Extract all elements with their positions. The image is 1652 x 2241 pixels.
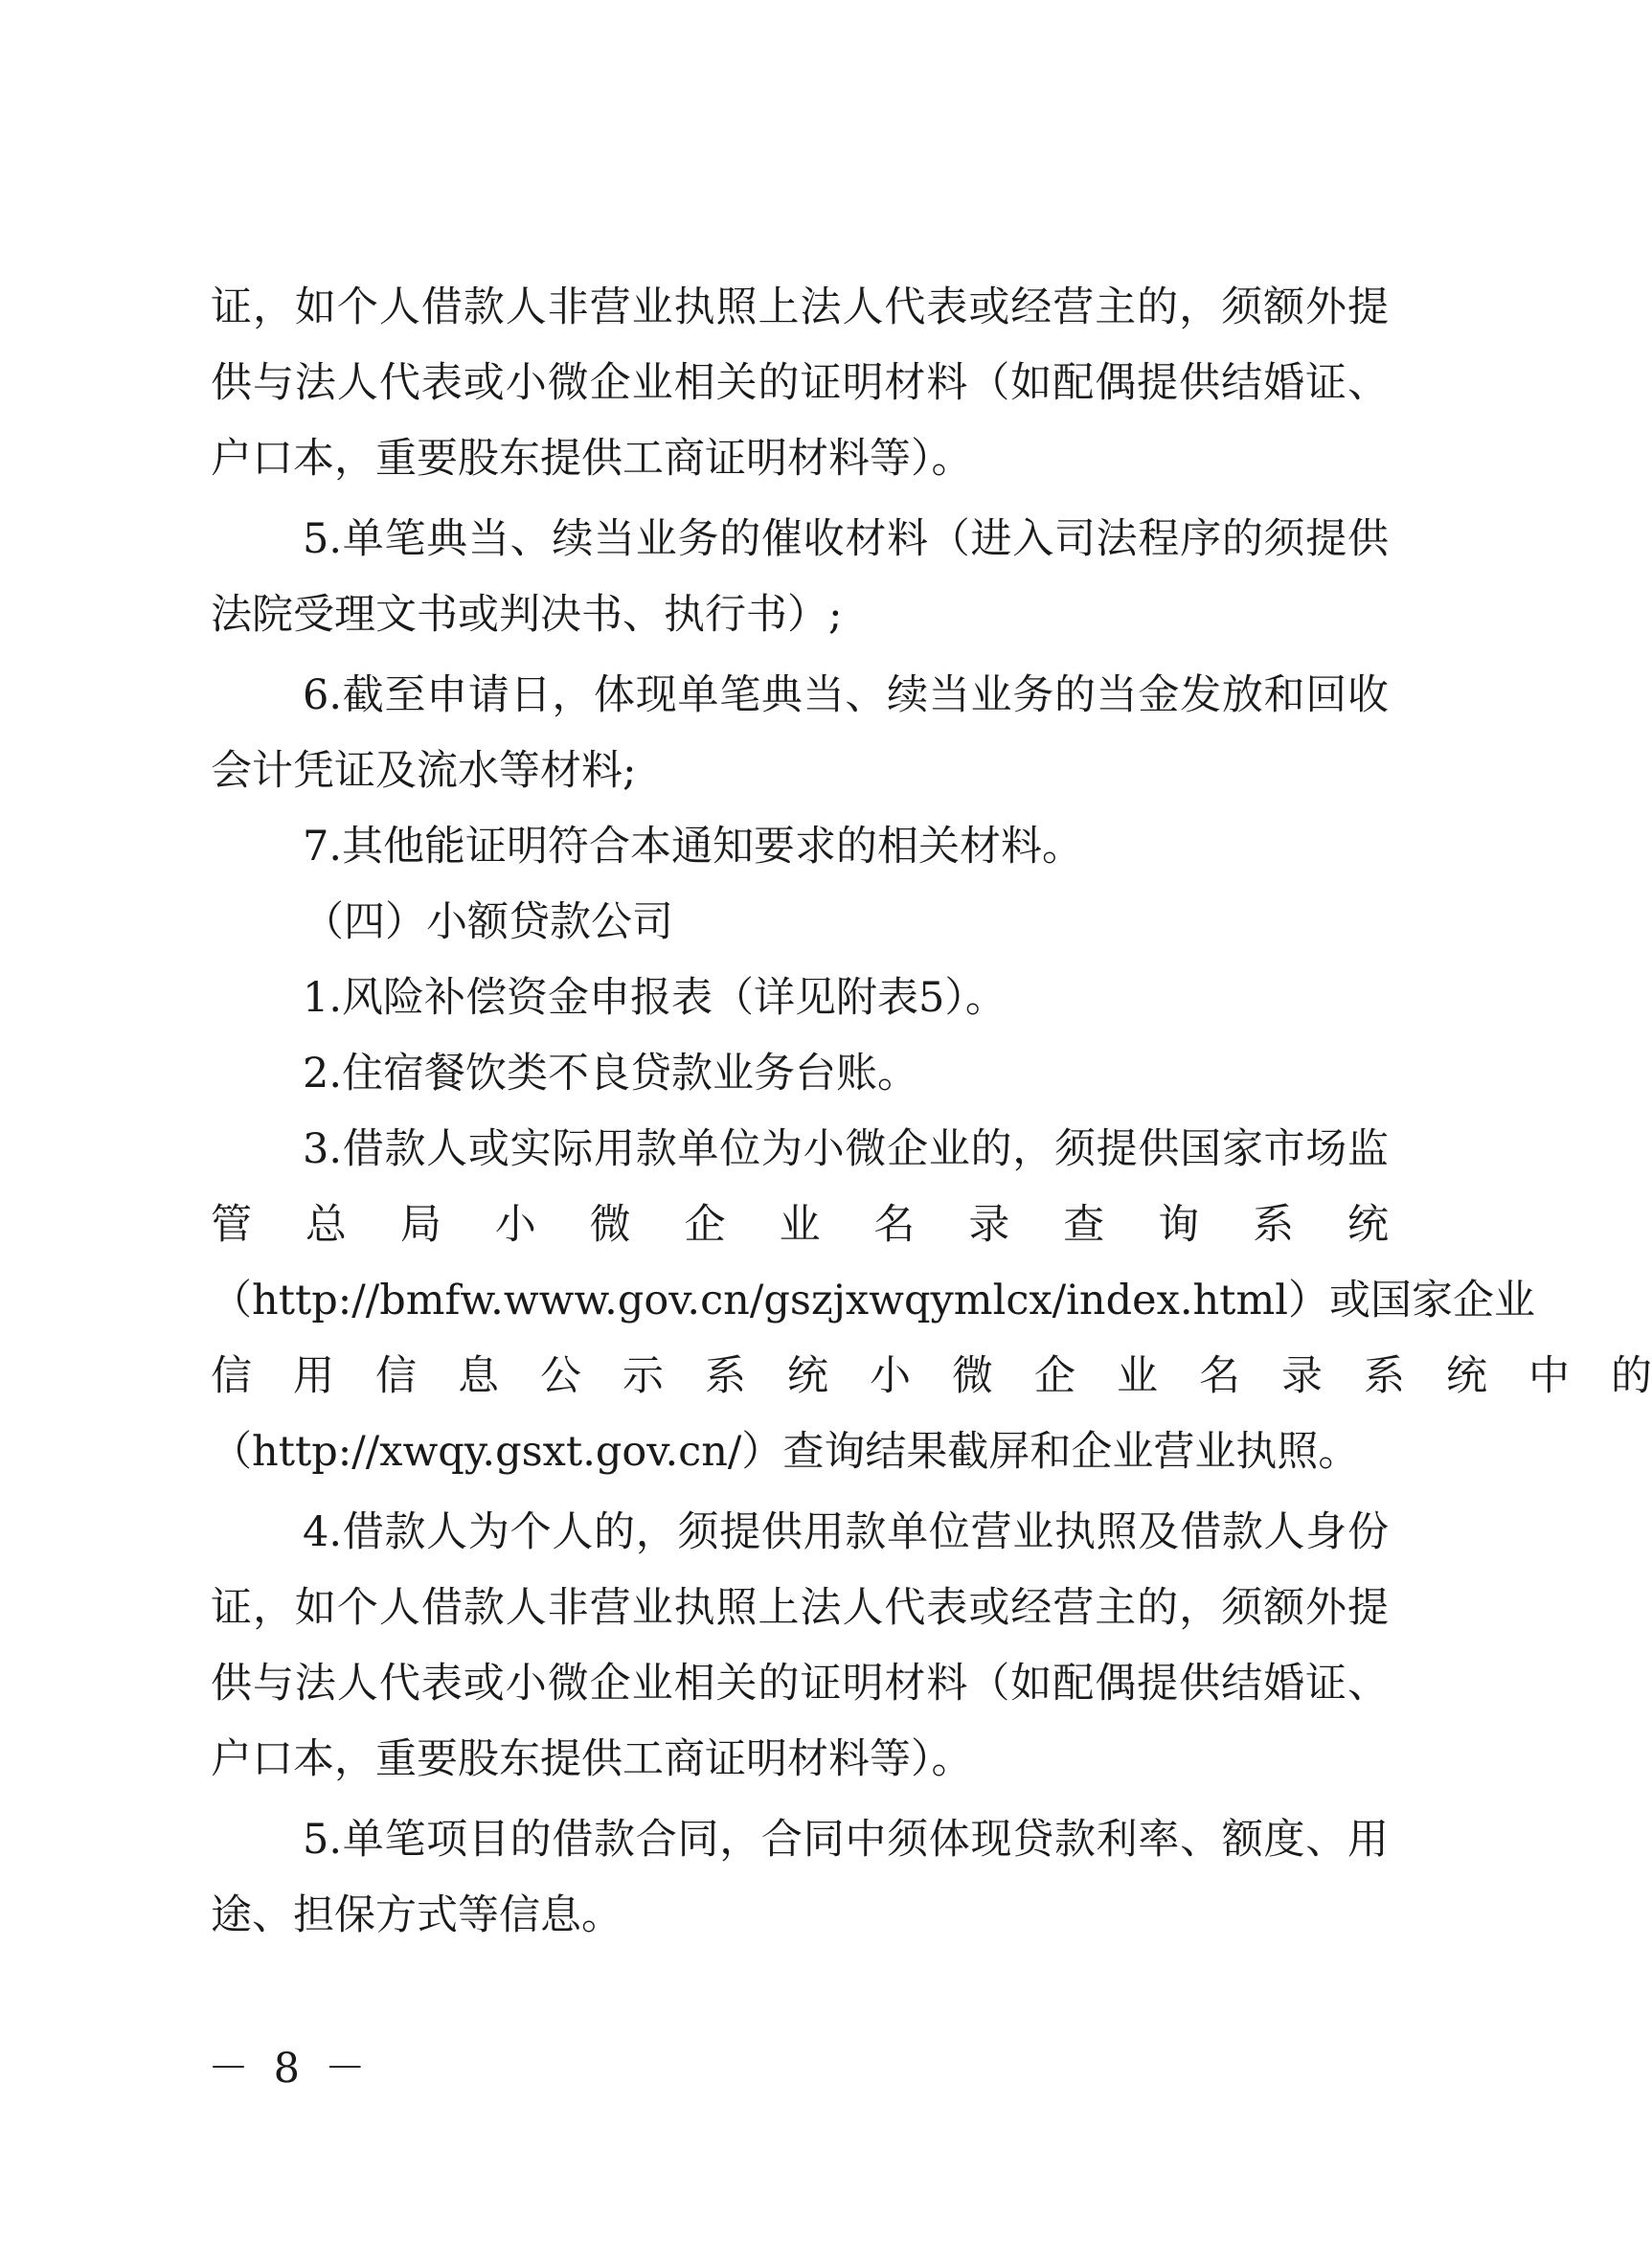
text-line: 户口本，重要股东提供工商证明材料等）。 [211,435,973,483]
paragraph-first-line: 3.借款人或实际用款单位为小微企业的，须提供国家市场监 [303,1125,1389,1173]
text-line: 信 用 信 息 公 示 系 统 小 微 企 业 名 录 系 统 中 的 [211,1352,1652,1400]
text-line: 途、担保方式等信息。 [211,1891,622,1939]
text-line: 供与法人代表或小微企业相关的证明材料（如配偶提供结婚证、 [211,1660,1389,1708]
text-line: 证，如个人借款人非营业执照上法人代表或经营主的，须额外提 [211,1584,1389,1632]
url-line: （http://bmfw.www.gov.cn/gszjxwqymlcx/index.html）或国家企业 [211,1277,1535,1324]
paragraph-first-line: 5.单笔项目的借款合同，合同中须体现贷款利率、额度、用 [303,1816,1389,1864]
page-number: － 8 － [208,2045,372,2093]
document-body [211,270,1652,1954]
paragraph-first-line: 5.单笔典当、续当业务的催收材料（进入司法程序的须提供 [303,515,1389,563]
paragraph-first-line: 7.其他能证明符合本通知要求的相关材料。 [303,823,1084,871]
text-line: 户口本，重要股东提供工商证明材料等）。 [211,1735,973,1783]
text-line: 会计凭证及流水等材料; [211,747,637,795]
text-line: 法院受理文书或判决书、执行书）; [211,591,843,639]
section-heading: （四）小额贷款公司 [303,898,673,946]
paragraph-first-line: 6.截至申请日，体现单笔典当、续当业务的当金发放和回收 [303,671,1389,719]
text-line: 供与法人代表或小微企业相关的证明材料（如配偶提供结婚证、 [211,359,1389,407]
text-line: 证，如个人借款人非营业执照上法人代表或经营主的，须额外提 [211,283,1389,331]
url-line: （http://xwqy.gsxt.gov.cn/）查询结果截屏和企业营业执照。 [211,1428,1360,1476]
paragraph-first-line: 4.借款人为个人的，须提供用款单位营业执照及借款人身份 [303,1508,1389,1556]
text-line: 管 总 局 小 微 企 业 名 录 查 询 系 统 [211,1201,1389,1249]
paragraph-first-line: 1.风险补偿资金申报表（详见附表5）。 [303,974,1007,1022]
paragraph-first-line: 2.住宿餐饮类不良贷款业务台账。 [303,1050,919,1098]
